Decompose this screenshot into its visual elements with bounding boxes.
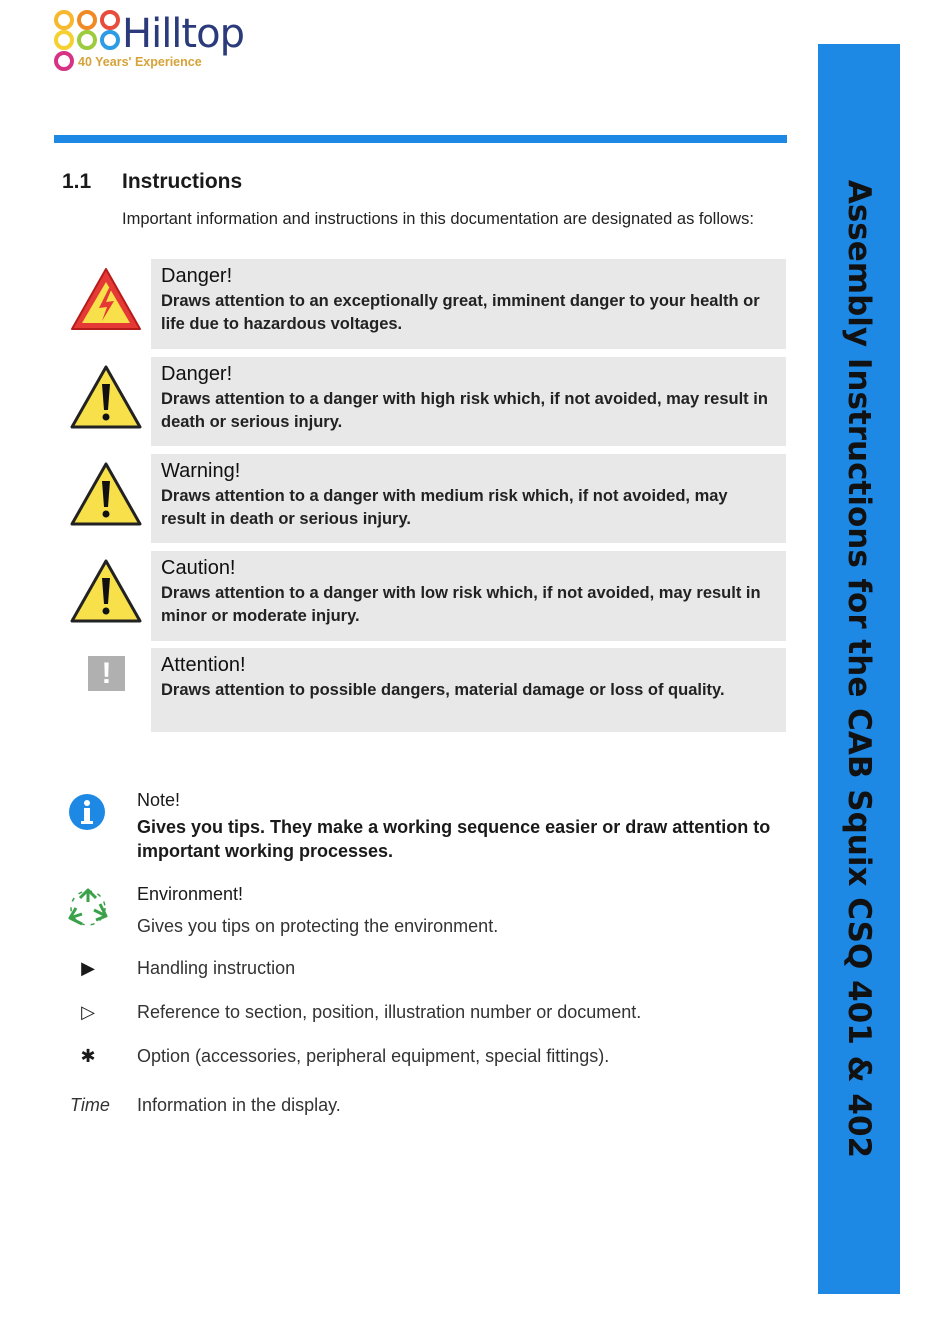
warning-triangle-icon: [69, 461, 143, 527]
warning-triangle-icon: [69, 558, 143, 624]
hazard-text: Draws attention to an exceptionally great, imminent danger to your health or life due to hazardous voltages.: [161, 292, 760, 333]
symbol-text-option: Option (accessories, peripheral equipment, special fittings).: [137, 1046, 610, 1066]
hazard-title: Danger!: [161, 265, 233, 287]
section-number: 1.1: [62, 170, 92, 193]
hazard-box-warning: [151, 454, 786, 543]
asterisk-icon: ✱: [80, 1046, 96, 1066]
outline-triangle-icon: ▷: [81, 1002, 95, 1022]
symbol-text-handling: Handling instruction: [137, 958, 296, 978]
display-text: Information in the display.: [137, 1095, 341, 1115]
logo-tagline: 40 Years' Experience: [78, 55, 202, 69]
header-rule: [54, 135, 787, 143]
hazard-text: Draws attention to a danger with high risk which, if not avoided, may result in death or serious injury.: [161, 390, 768, 431]
note-title: Note!: [137, 790, 181, 810]
hazard-box-danger: [151, 357, 786, 446]
logo-wordmark: Hilltop: [122, 11, 244, 57]
hazard-box-danger-voltage: [151, 259, 786, 349]
filled-triangle-icon: ▶: [81, 958, 95, 978]
section-intro: Important information and instructions in this documentation are designated as follows:: [122, 210, 754, 228]
hazard-title: Warning!: [161, 460, 241, 482]
hazard-title: Caution!: [161, 557, 236, 579]
hazard-text: Draws attention to a danger with low risk which, if not avoided, may result in minor or moderate injury.: [161, 584, 761, 625]
environment-text: Gives you tips on protecting the environment.: [137, 916, 499, 936]
high-voltage-icon: [69, 266, 143, 332]
hazard-text: Draws attention to a danger with medium risk which, if not avoided, may result in death or serious injury.: [161, 487, 728, 528]
hazard-box-caution: [151, 551, 786, 641]
exclamation-square-icon: !: [88, 656, 125, 691]
hazard-title: Attention!: [161, 654, 246, 676]
recycle-icon: [66, 886, 110, 930]
hilltop-logo: [52, 8, 252, 78]
environment-title: Environment!: [137, 884, 244, 904]
display-label: Time: [70, 1095, 110, 1115]
info-circle-icon: [68, 793, 106, 831]
side-title-bar: [818, 44, 900, 1294]
hazard-text: Draws attention to possible dangers, material damage or loss of quality.: [161, 681, 725, 699]
note-text: Gives you tips. They make a working sequence easier or draw attention to important working processes.: [137, 817, 771, 861]
hazard-box-attention: [151, 648, 786, 732]
side-title: Assembly Instructions for the CAB Squix CSQ 401 & 402: [841, 179, 877, 1159]
section-title: Instructions: [122, 170, 243, 193]
warning-triangle-icon: [69, 364, 143, 430]
hazard-title: Danger!: [161, 363, 233, 385]
symbol-text-reference: Reference to section, position, illustration number or document.: [137, 1002, 642, 1022]
